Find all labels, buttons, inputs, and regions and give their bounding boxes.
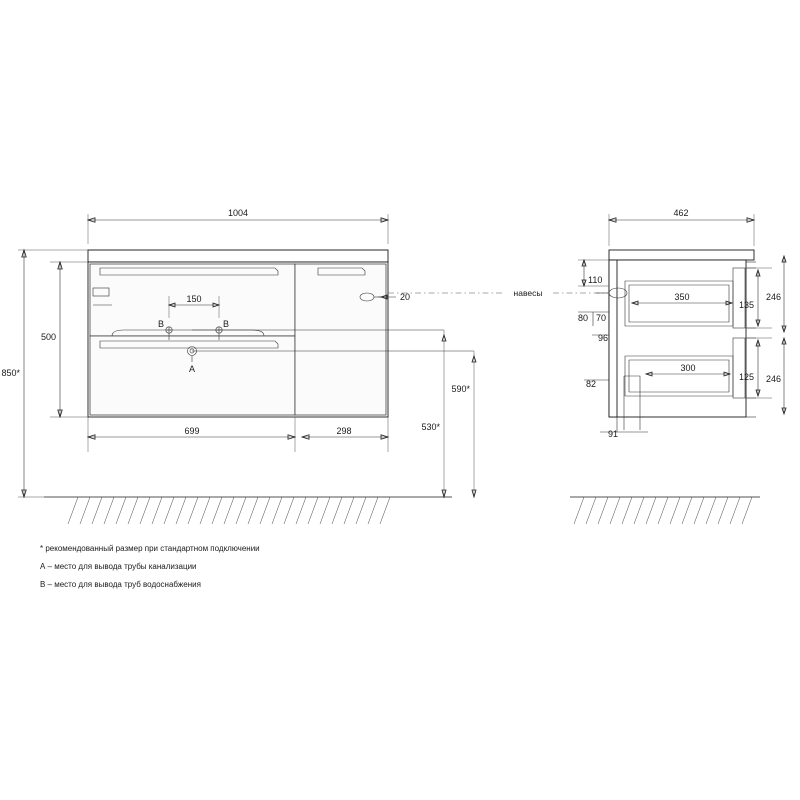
dim-530-label: 530* (421, 422, 440, 432)
dim-246-top-label: 246 (765, 292, 781, 302)
dim-total-height-label: 850* (1, 368, 20, 378)
dim-91-label: 91 (608, 429, 619, 439)
callout-hangers (388, 288, 608, 298)
dim-overall-width (88, 208, 388, 244)
marker-b-left-label: B (157, 319, 165, 329)
notes-block (40, 544, 260, 589)
dim-125-label: 125 (738, 372, 754, 382)
note-line-2: А – место для вывода трубы канализации (40, 562, 197, 571)
marker-a-label: A (188, 364, 196, 374)
marker-b-right-label: B (222, 319, 230, 329)
note-line-1: * рекомендованный размер при стандартном подключении (40, 544, 260, 553)
dim-590-label: 590* (451, 384, 470, 394)
dim-80-label: 80 (578, 313, 589, 323)
dim-overall-width-label: 1004 (227, 208, 249, 218)
dim-top-drawer-depth-label: 350 (674, 292, 690, 302)
dim-water-spacing-label: 150 (186, 294, 202, 304)
dim-cabinet-height-label: 500 (40, 332, 56, 342)
side-view-cabinet (596, 250, 756, 432)
dim-depth-label: 462 (673, 208, 689, 218)
note-line-3: В – место для вывода труб водоснабжения (40, 580, 201, 589)
floor-hatch-right (570, 497, 760, 524)
callout-hangers-label: навесы (513, 288, 543, 298)
dim-bottom-drawer-depth-label: 300 (680, 363, 696, 373)
dim-110-label: 110 (588, 275, 603, 285)
dim-70-label: 70 (596, 313, 607, 323)
dim-side-offset-label: 20 (400, 292, 411, 302)
dim-right-section-label: 298 (336, 426, 352, 436)
dim-left-section-label: 699 (184, 426, 200, 436)
floor-hatch-left (44, 497, 452, 524)
front-view-cabinet (88, 250, 388, 417)
dim-section-widths (88, 417, 388, 452)
dim-cabinet-height (41, 262, 88, 417)
dim-total-height (1, 250, 88, 497)
dim-depth (609, 208, 754, 246)
dim-135-label: 135 (738, 300, 754, 310)
dim-246-bottom-label: 246 (765, 374, 781, 384)
dim-96-label: 96 (598, 333, 609, 343)
dim-82-label: 82 (586, 379, 597, 389)
